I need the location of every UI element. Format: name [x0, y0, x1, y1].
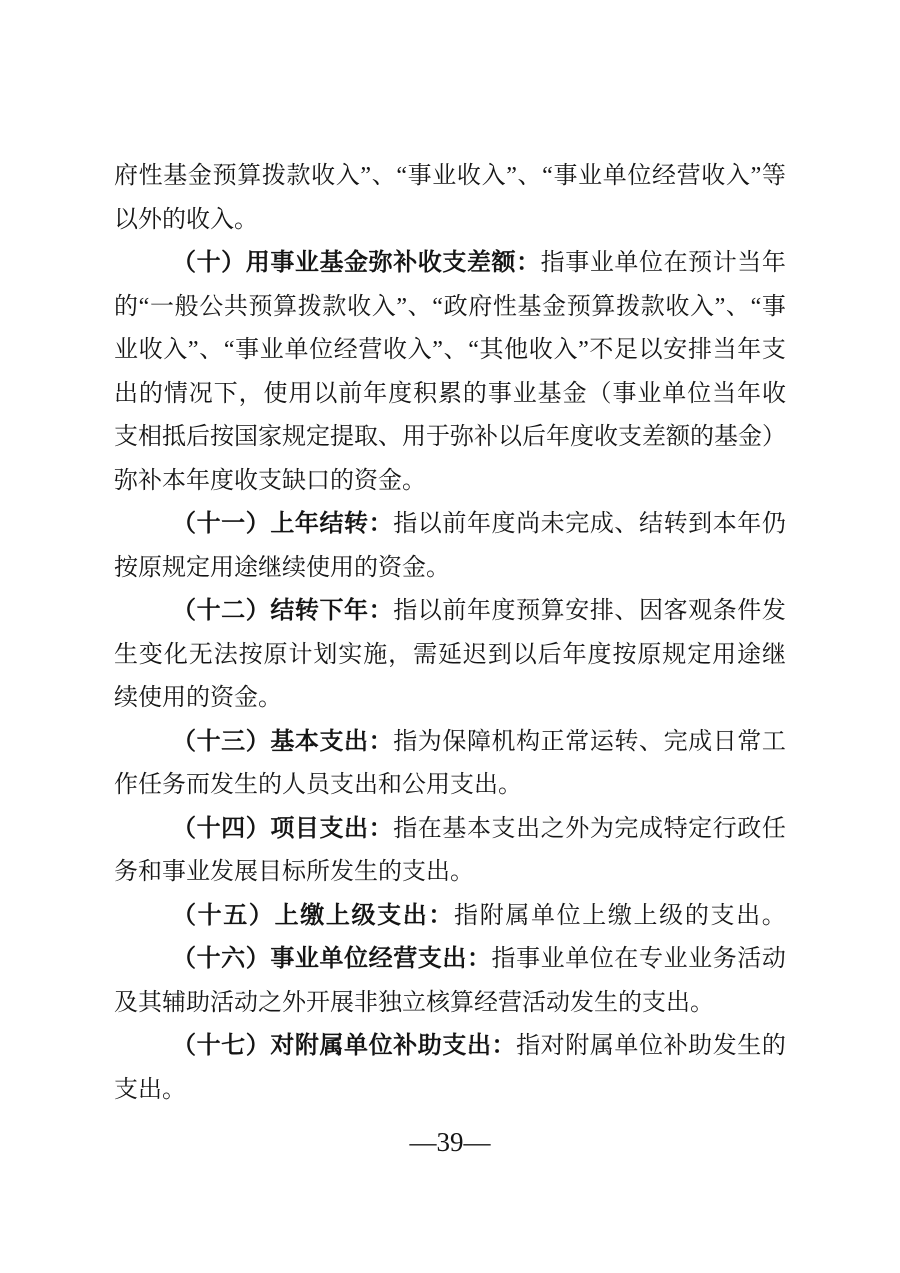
text-block	[114, 155, 786, 1112]
text-line: 务和事业发展目标所发生的支出。	[114, 859, 474, 885]
text-line: 生 变 化 无 法 按 原 计 划 实 施 ， 需 延 迟 到 以 后 年 度 按 原 规 定 用 途 继	[114, 641, 786, 668]
text-line: 支出。	[114, 1076, 186, 1103]
text-line: （ 十 一 ） 上 年 结 转 ： 指 以 前 年 度 尚 未 完 成 、 结 转 到 本 年 仍	[172, 511, 786, 537]
text-line: 作任务而发生的人员支出和公用支出。	[114, 772, 522, 798]
text-line: 府 性 基 金 预 算 拨 款 收 入 ” 、 “ 事 业 收 入 ” 、 “ 事 业 单 位 经 营 收 入 ” 等	[114, 163, 786, 189]
text-line: 业 收 入 ” 、 “ 事 业 单 位 经 营 收 入 ” 、 “ 其 他 收 入 ” 不 足 以 安 排 当 年 支	[114, 337, 786, 363]
text-line: 及其辅助活动之外开展非独立核算经营活动发生的支出。	[114, 989, 714, 1016]
text-line: （ 十 ） 用 事 业 基 金 弥 补 收 支 差 额 ： 指 事 业 单 位 在 预 计 当 年	[172, 250, 786, 276]
text-line: （ 十 二 ） 结 转 下 年 ： 指 以 前 年 度 预 算 安 排 、 因 客 观 条 件 发	[172, 598, 786, 624]
text-line: 支 相 抵 后 按 国 家 规 定 提 取 、 用 于 弥 补 以 后 年 度 收 支 差 额 的 基 金 ）	[114, 424, 786, 450]
text-line: 出 的 情 况 下 ， 使 用 以 前 年 度 积 累 的 事 业 基 金 （ 事 业 单 位 当 年 收	[114, 380, 786, 407]
text-line: （ 十 三 ） 基 本 支 出 ： 指 为 保 障 机 构 正 常 运 转 、 完 成 日 常 工	[172, 728, 786, 755]
text-line: （ 十 五 ） 上 缴 上 级 支 出 ： 指 附 属 单 位 上 缴 上 级 的 支 出 。	[172, 902, 786, 929]
text-line: 弥补本年度收支缺口的资金。	[114, 467, 426, 494]
text-line: 以外的收入。	[114, 206, 258, 233]
text-line: 续使用的资金。	[114, 685, 282, 711]
page-number: —39—	[409, 1127, 491, 1157]
text-line: （ 十 六 ） 事 业 单 位 经 营 支 出 ： 指 事 业 单 位 在 专 业 业 务 活 动	[172, 946, 786, 972]
text-line: （ 十 四 ） 项 目 支 出 ： 指 在 基 本 支 出 之 外 为 完 成 特 定 行 政 任	[172, 815, 786, 842]
text-line: 的 “ 一 般 公 共 预 算 拨 款 收 入 ” 、 “ 政 府 性 基 金 预 算 拨 款 收 入 ” 、 “ 事	[114, 293, 786, 320]
text-line: 按原规定用途继续使用的资金。	[114, 554, 450, 581]
text-line: （ 十 七 ） 对 附 属 单 位 补 助 支 出 ： 指 对 附 属 单 位 补 助 发 生 的	[172, 1033, 786, 1059]
